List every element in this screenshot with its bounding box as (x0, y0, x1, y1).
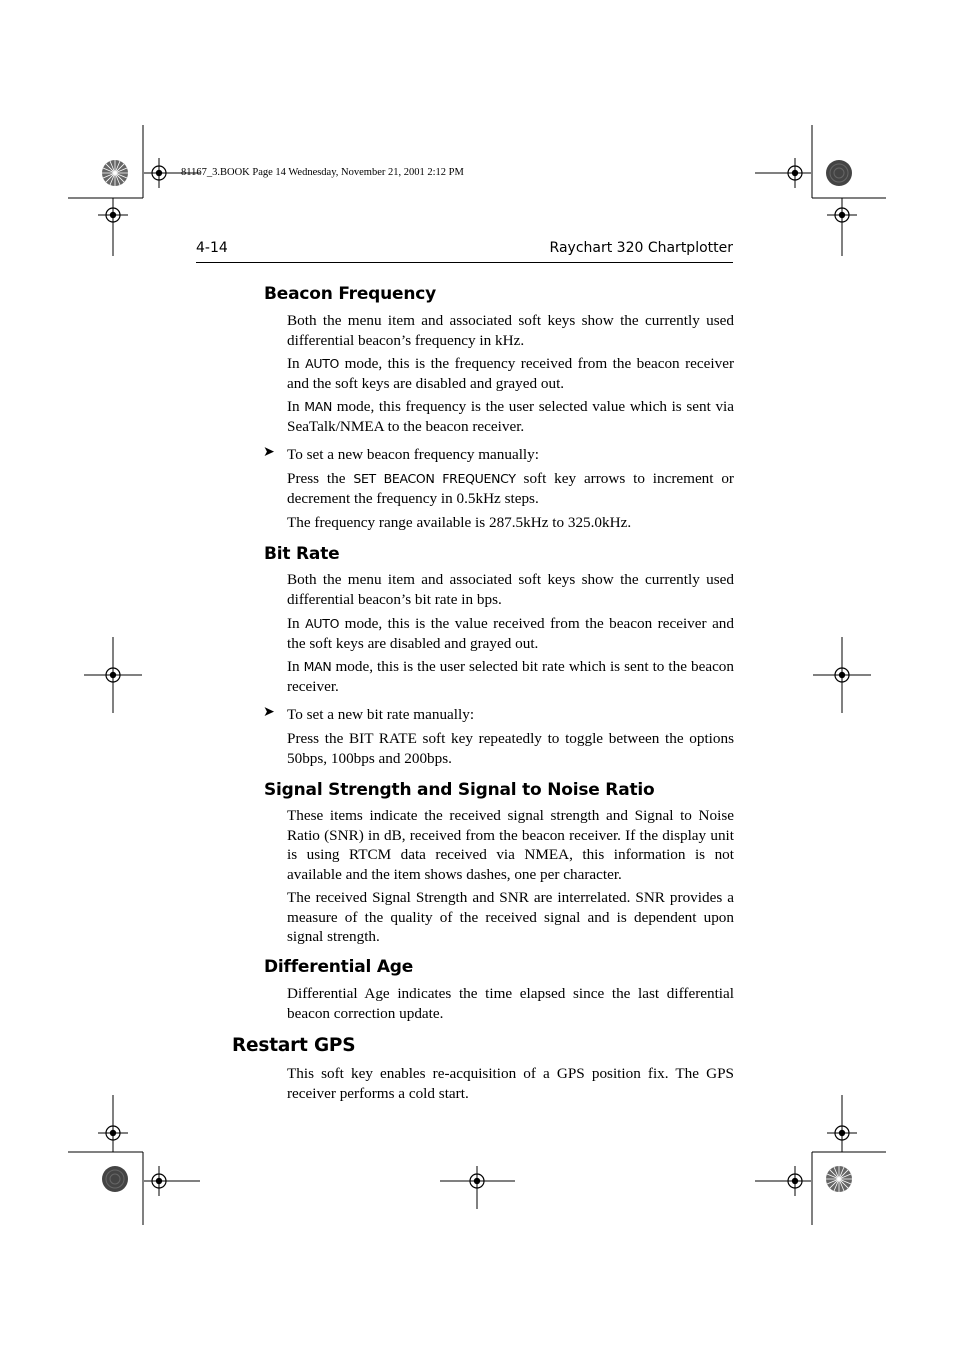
paragraph: Both the menu item and associated soft keys show the currently used differential beacon’s frequency in kHz. (287, 312, 734, 349)
mode-label: MAN (303, 659, 332, 674)
step-instruction: To set a new bit rate manually: (287, 706, 475, 723)
mode-label: AUTO (305, 616, 340, 631)
print-info: 81167_3.BOOK Page 14 Wednesday, November 21, 2001 2:12 PM (181, 167, 464, 178)
paragraph: The received Signal Strength and SNR are interrelated. SNR provides a measure of the quality of the received signal and is dependent upon signal strength. (287, 889, 734, 945)
mode-label: AUTO (305, 356, 340, 371)
arrow-right-icon: ➤ (263, 704, 275, 720)
paragraph: Differential Age indicates the time elapsed since the last differential beacon correction update. (287, 985, 734, 1022)
step-instruction: To set a new beacon frequency manually: (287, 446, 539, 463)
heading-bit-rate: Bit Rate (264, 544, 340, 564)
paragraph: In MAN mode, this is the user selected bit rate which is sent to the beacon receiver. (287, 658, 734, 695)
mode-label: MAN (304, 399, 333, 414)
soft-key-label: SET BEACON FREQUENCY (353, 471, 516, 486)
paragraph: These items indicate the received signal strength and Signal to Noise Ratio (SNR) in dB, received from the beacon receiver. If the display unit is using RTCM data received via NMEA, this information is not available and the item shows dashes, one per character. (287, 807, 734, 883)
paragraph: In AUTO mode, this is the frequency received from the beacon receiver and the soft keys are disabled and grayed out. (287, 355, 735, 392)
running-title: Raychart 320 Chartplotter (549, 240, 733, 256)
paragraph: Press the BIT RATE soft key repeatedly to toggle between the options 50bps, 100bps and 200bps. (287, 730, 734, 767)
arrow-right-icon: ➤ (263, 444, 275, 460)
page-number: 4-14 (196, 240, 228, 256)
heading-beacon-frequency: Beacon Frequency (264, 284, 437, 304)
heading-signal-strength: Signal Strength and Signal to Noise Ratio (264, 780, 655, 800)
paragraph: In MAN mode, this frequency is the user selected value which is sent via SeaTalk/NMEA to the beacon receiver. (287, 398, 734, 435)
paragraph: Both the menu item and associated soft keys show the currently used differential beacon’s bit rate in bps. (287, 571, 734, 608)
paragraph: The frequency range available is 287.5kHz to 325.0kHz. (287, 514, 632, 531)
heading-restart-gps: Restart GPS (232, 1035, 356, 1056)
running-header (196, 240, 733, 263)
paragraph: This soft key enables re-acquisition of a GPS position fix. The GPS receiver performs a cold start. (287, 1065, 734, 1102)
heading-differential-age: Differential Age (264, 957, 414, 977)
paragraph: Press the SET BEACON FREQUENCY soft key arrows to increment or decrement the frequency in 0.5kHz steps. (287, 470, 734, 507)
paragraph: In AUTO mode, this is the value received from the beacon receiver and the soft keys are disabled and grayed out. (287, 615, 734, 652)
